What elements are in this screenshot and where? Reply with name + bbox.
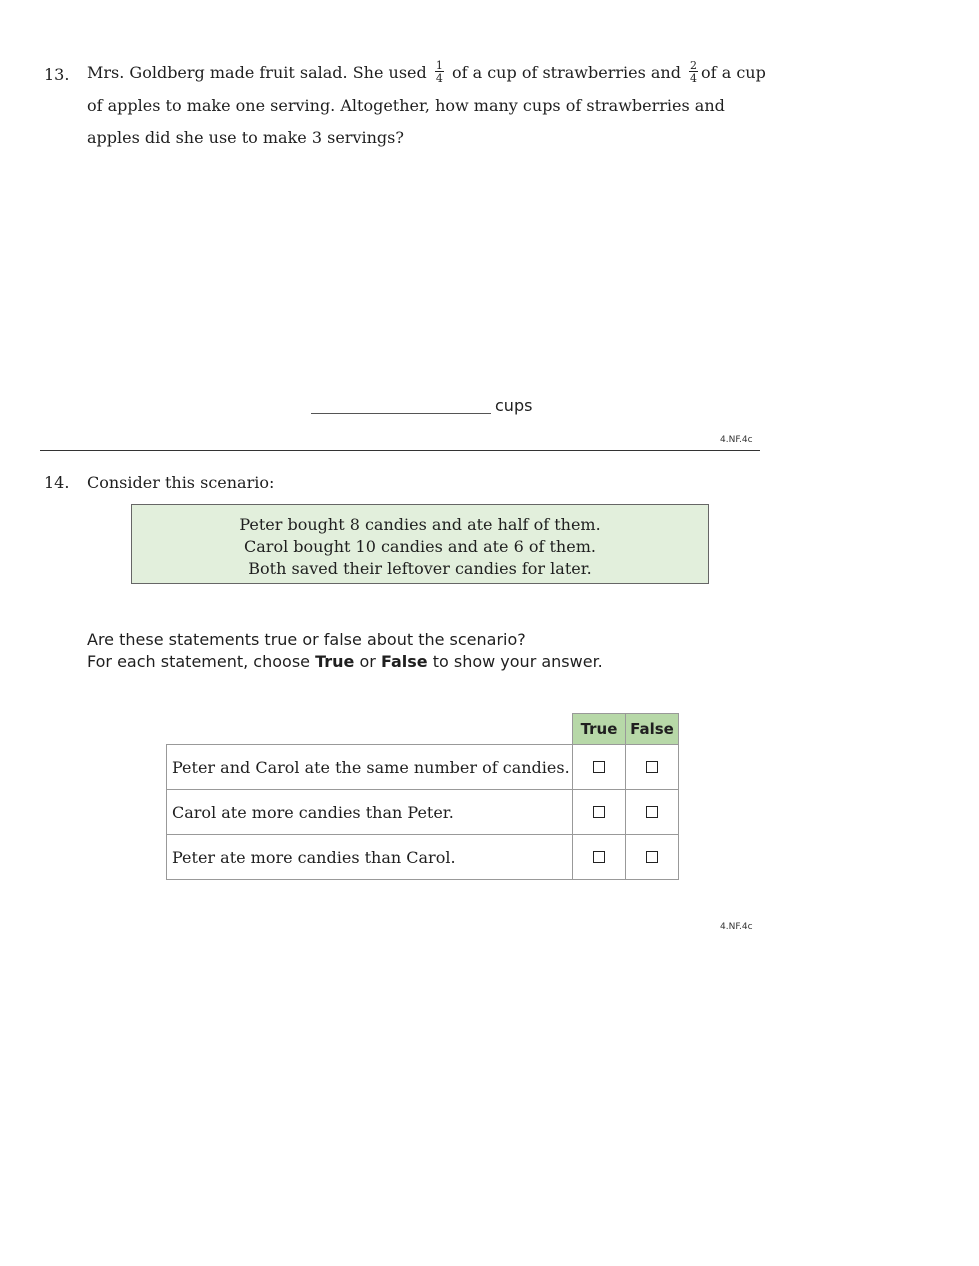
fraction-denominator: 4 bbox=[435, 71, 443, 85]
statement-2: Carol ate more candies than Peter. bbox=[167, 790, 573, 835]
fraction-numerator: 1 bbox=[435, 58, 443, 72]
statement-3: Peter ate more candies than Carol. bbox=[167, 835, 573, 880]
table-row bbox=[167, 745, 679, 790]
standard-label-q13: 4.NF.4c bbox=[720, 435, 753, 445]
checkbox-true-1[interactable] bbox=[593, 761, 605, 773]
question-divider bbox=[40, 450, 760, 451]
true-false-table bbox=[166, 713, 679, 880]
instructions bbox=[87, 629, 603, 673]
instruction-or: or bbox=[359, 652, 376, 671]
scenario-line: Peter bought 8 candies and ate half of them. bbox=[239, 515, 601, 534]
fraction-two-fourths bbox=[689, 60, 698, 84]
question-13-text-part-a: Mrs. Goldberg made fruit salad. She used bbox=[87, 63, 427, 82]
checkbox-cell-true-1[interactable] bbox=[573, 745, 626, 790]
instruction-true: True bbox=[315, 652, 355, 671]
instruction-text: For each statement, choose bbox=[87, 652, 310, 671]
instruction-line-1: Are these statements true or false about the scenario? bbox=[87, 630, 526, 649]
table-row bbox=[167, 835, 679, 880]
question-13-text bbox=[87, 57, 787, 155]
question-13-line-2: of apples to make one serving. Altogether, how many cups of strawberries and bbox=[87, 95, 725, 115]
table-header-blank bbox=[167, 714, 573, 745]
instruction-text-end: to show your answer. bbox=[432, 652, 603, 671]
question-13-line-3: apples did she use to make 3 servings? bbox=[87, 128, 404, 147]
instruction-line-2 bbox=[87, 651, 603, 673]
checkbox-true-3[interactable] bbox=[593, 851, 605, 863]
checkbox-false-2[interactable] bbox=[646, 806, 658, 818]
instruction-false: False bbox=[380, 652, 428, 671]
standard-label-q14: 4.NF.4c bbox=[720, 922, 753, 932]
header-true: True bbox=[573, 714, 626, 745]
question-13-line-1 bbox=[87, 57, 787, 90]
checkbox-cell-false-3[interactable] bbox=[626, 835, 679, 880]
fraction-numerator: 2 bbox=[690, 58, 698, 72]
answer-blank[interactable] bbox=[311, 413, 491, 414]
question-13-number: 13. bbox=[44, 65, 70, 84]
question-14-number: 14. bbox=[44, 473, 70, 492]
table-header-row bbox=[167, 714, 679, 745]
fraction-one-fourth bbox=[435, 60, 444, 84]
checkbox-cell-false-1[interactable] bbox=[626, 745, 679, 790]
header-false: False bbox=[626, 714, 679, 745]
scenario-line: Carol bought 10 candies and ate 6 of them. bbox=[244, 537, 596, 556]
table-row bbox=[167, 790, 679, 835]
checkbox-true-2[interactable] bbox=[593, 806, 605, 818]
checkbox-false-3[interactable] bbox=[646, 851, 658, 863]
checkbox-cell-true-3[interactable] bbox=[573, 835, 626, 880]
checkbox-false-1[interactable] bbox=[646, 761, 658, 773]
fraction-denominator: 4 bbox=[690, 71, 698, 85]
checkbox-cell-false-2[interactable] bbox=[626, 790, 679, 835]
scenario-box bbox=[131, 504, 709, 584]
question-14-prompt: Consider this scenario: bbox=[87, 473, 275, 492]
statement-1: Peter and Carol ate the same number of candies. bbox=[167, 745, 573, 790]
question-13-text-part-c: of a cup bbox=[701, 63, 766, 82]
question-13-text-part-b: of a cup of strawberries and bbox=[451, 63, 681, 82]
checkbox-cell-true-2[interactable] bbox=[573, 790, 626, 835]
answer-unit: cups bbox=[495, 396, 533, 415]
scenario-line: Both saved their leftover candies for later. bbox=[248, 559, 592, 578]
